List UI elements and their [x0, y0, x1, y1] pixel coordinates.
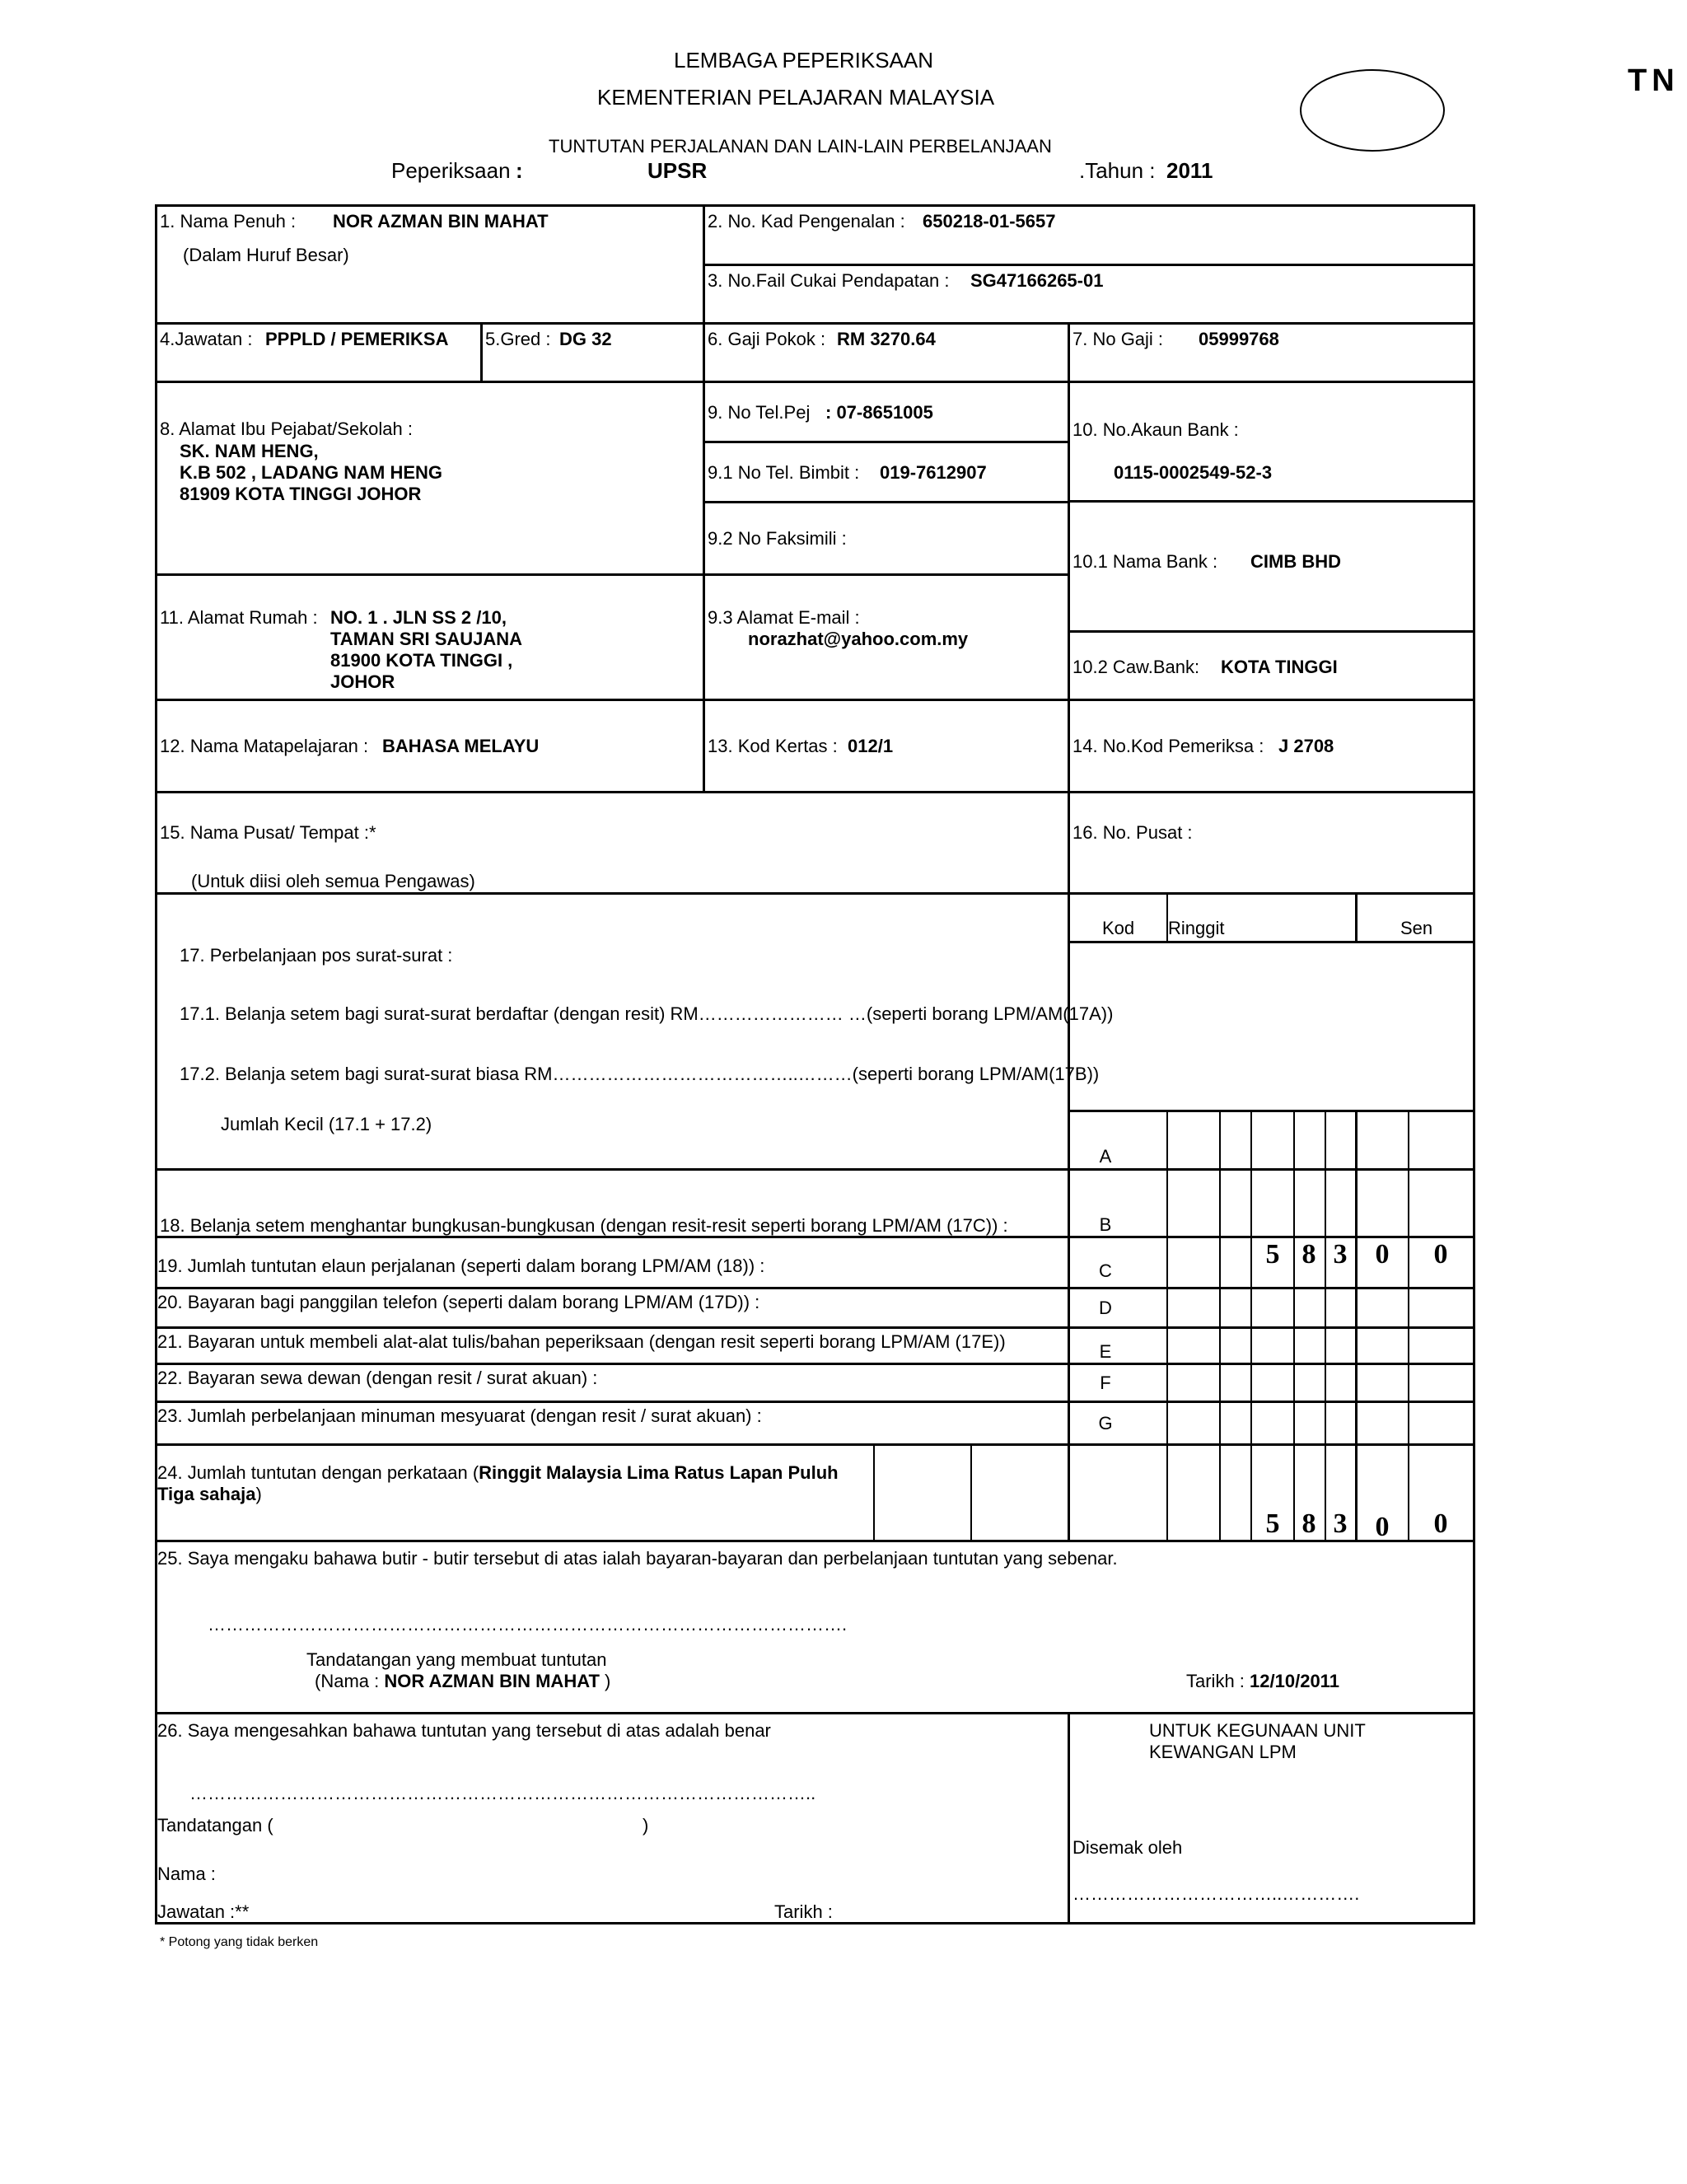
position-value: PPPLD / PEMERIKSA	[265, 329, 449, 349]
bank-name-value: CIMB BHD	[1250, 551, 1341, 572]
field-9-3-label: 9.3 Alamat E-mail :	[708, 607, 860, 628]
grade-value: DG 32	[559, 329, 612, 349]
bank-account-value: 0115-0002549-52-3	[1114, 462, 1273, 483]
footnote: * Potong yang tidak berken	[160, 1935, 319, 1949]
home-address-line2: TAMAN SRI SAUJANA	[330, 629, 523, 649]
declaration-name: (Nama : NOR AZMAN BIN MAHAT )	[315, 1671, 611, 1691]
field-4-label: 4.Jawatan :	[160, 329, 253, 349]
checked-by-label: Disemak oleh	[1072, 1837, 1183, 1858]
item-21-label: 21. Bayaran untuk membeli alat-alat tulis/bahan peperiksaan (dengan resit seperti borang LPM/AM (17E))	[157, 1331, 1006, 1352]
item-17-1-label: 17.1. Belanja setem bagi surat-surat berdaftar (dengan resit) RM…………………… …(seperti borang LPM/AM(17A))	[180, 1003, 1114, 1024]
field-3-label: 3. No.Fail Cukai Pendapatan :	[708, 270, 950, 291]
year-label: .Tahun :	[1079, 158, 1156, 183]
code-c: C	[1099, 1260, 1112, 1281]
code-f: F	[1100, 1373, 1111, 1393]
header-line2: KEMENTERIAN PELAJARAN MALAYSIA	[597, 85, 995, 110]
verification-position-label: Jawatan :**	[157, 1901, 250, 1922]
home-address-line4: JOHOR	[330, 671, 395, 692]
field-14-label: 14. No.Kod Pemeriksa :	[1072, 736, 1264, 756]
code-e: E	[1099, 1341, 1112, 1362]
code-a: A	[1099, 1146, 1112, 1167]
item-24-label-cont: Tiga sahaja)	[157, 1484, 262, 1504]
code-g: G	[1098, 1413, 1113, 1433]
field-2-label: 2. No. Kad Pengenalan :	[708, 211, 905, 231]
field-13-label: 13. Kod Kertas :	[708, 736, 838, 756]
finance-unit-line2: KEWANGAN LPM	[1149, 1742, 1297, 1762]
field-1-note: (Dalam Huruf Besar)	[183, 245, 349, 265]
item-19-label: 19. Jumlah tuntutan elaun perjalanan (seperti dalam borang LPM/AM (18)) :	[157, 1256, 765, 1276]
field-9-label: 9. No Tel.Pej	[708, 402, 811, 423]
row19-digit-2: 8	[1301, 1239, 1316, 1270]
total-digit-4: 0	[1375, 1512, 1390, 1542]
total-digit-5: 0	[1433, 1508, 1448, 1539]
field-1-label: 1. Nama Penuh :	[160, 211, 297, 231]
field-6-label: 6. Gaji Pokok :	[708, 329, 826, 349]
office-address-line2: K.B 502 , LADANG NAM HENG	[180, 462, 443, 483]
row19-digit-5: 0	[1433, 1239, 1448, 1270]
corner-code: TN	[1628, 63, 1680, 98]
field-15-note: (Untuk diisi oleh semua Pengawas)	[191, 871, 475, 891]
header-line1: LEMBAGA PEPERIKSAAN	[674, 48, 934, 72]
verification-name-label: Nama :	[157, 1864, 216, 1884]
row19-digit-3: 3	[1333, 1239, 1348, 1270]
item-23-label: 23. Jumlah perbelanjaan minuman mesyuarat (dengan resit / surat akuan) :	[157, 1405, 762, 1426]
total-digit-3: 3	[1333, 1508, 1348, 1539]
examiner-code-value: J 2708	[1278, 736, 1334, 756]
field-11-label: 11. Alamat Rumah :	[160, 607, 318, 628]
item-17-2-label: 17.2. Belanja setem bagi surat-surat biasa RM…………………………………..………(seperti borang LPM/AM(17B))	[180, 1064, 1100, 1084]
item-17-label: 17. Perbelanjaan pos surat-surat :	[180, 945, 453, 966]
year-value: 2011	[1166, 158, 1213, 183]
finance-unit-line1: UNTUK KEGUNAAN UNIT	[1149, 1720, 1366, 1741]
field-5-label: 5.Gred :	[485, 329, 551, 349]
field-8-label: 8. Alamat Ibu Pejabat/Sekolah :	[160, 419, 413, 439]
ic-number-value: 650218-01-5657	[923, 211, 1056, 231]
office-address-line1: SK. NAM HENG,	[180, 441, 319, 461]
field-10-2-label: 10.2 Caw.Bank:	[1072, 657, 1200, 677]
total-digit-2: 8	[1301, 1508, 1316, 1539]
item-20-label: 20. Bayaran bagi panggilan telefon (seperti dalam borang LPM/AM (17D)) :	[157, 1292, 760, 1312]
subject-value: BAHASA MELAYU	[382, 736, 540, 756]
declaration-signature-line: …………………………………………………………………………………………….	[208, 1614, 848, 1634]
item-17-subtotal-label: Jumlah Kecil (17.1 + 17.2)	[221, 1114, 432, 1134]
full-name-value: NOR AZMAN BIN MAHAT	[333, 211, 549, 231]
home-address-line1: NO. 1 . JLN SS 2 /10,	[330, 607, 507, 628]
declaration-signature-label: Tandatangan yang membuat tuntutan	[306, 1649, 607, 1670]
declaration-date: Tarikh : 12/10/2011	[1186, 1671, 1339, 1691]
field-9-2-label: 9.2 No Faksimili :	[708, 528, 847, 549]
exam-value: UPSR	[647, 158, 708, 183]
salary-number-value: 05999768	[1199, 329, 1279, 349]
field-9-1-label: 9.1 No Tel. Bimbit :	[708, 462, 860, 483]
col-header-sen: Sen	[1400, 918, 1433, 938]
verification-sign-open: Tandatangan (	[157, 1815, 273, 1836]
exam-colon: :	[516, 158, 523, 183]
verification-signature-line: …………………………………………………………………………………………..	[189, 1783, 816, 1803]
col-header-ringgit: Ringgit	[1168, 918, 1225, 938]
item-24-label: 24. Jumlah tuntutan dengan perkataan (Ringgit Malaysia Lima Ratus Lapan Puluh	[157, 1462, 839, 1483]
office-address-line3: 81909 KOTA TINGGI JOHOR	[180, 484, 422, 504]
field-10-label: 10. No.Akaun Bank :	[1072, 419, 1239, 440]
field-7-label: 7. No Gaji :	[1072, 329, 1164, 349]
header-line3: TUNTUTAN PERJALANAN DAN LAIN-LAIN PERBELANJAAN	[549, 136, 1052, 157]
checked-by-line: ……………………………..………….	[1072, 1883, 1360, 1904]
paper-code-value: 012/1	[848, 736, 894, 756]
item-18-label: 18. Belanja setem menghantar bungkusan-bungkusan (dengan resit-resit seperti borang LPM/AM (17C)) :	[160, 1215, 1008, 1236]
row19-digit-1: 5	[1265, 1239, 1280, 1270]
item-22-label: 22. Bayaran sewa dewan (dengan resit / surat akuan) :	[157, 1368, 598, 1388]
code-b: B	[1099, 1214, 1112, 1235]
stamp-oval	[1300, 69, 1445, 152]
col-header-kod: Kod	[1102, 918, 1135, 938]
home-address-line3: 81900 KOTA TINGGI ,	[330, 650, 513, 671]
verification-date-label: Tarikh :	[774, 1901, 833, 1922]
bank-branch-value: KOTA TINGGI	[1221, 657, 1338, 677]
declaration-25-text: 25. Saya mengaku bahawa butir - butir tersebut di atas ialah bayaran-bayaran dan perbelanjaan tuntutan yang sebenar.	[157, 1548, 1118, 1569]
verification-26-text: 26. Saya mengesahkan bahawa tuntutan yang tersebut di atas adalah benar	[157, 1720, 771, 1741]
tax-file-value: SG47166265-01	[970, 270, 1104, 291]
field-15-label: 15. Nama Pusat/ Tempat :*	[160, 822, 376, 843]
total-digit-1: 5	[1265, 1508, 1280, 1539]
row19-digit-4: 0	[1375, 1239, 1390, 1270]
email-value: norazhat@yahoo.com.my	[748, 629, 969, 649]
exam-label: Peperiksaan	[391, 158, 511, 183]
field-12-label: 12. Nama Matapelajaran :	[160, 736, 369, 756]
code-d: D	[1099, 1298, 1112, 1318]
field-10-1-label: 10.1 Nama Bank :	[1072, 551, 1218, 572]
field-16-label: 16. No. Pusat :	[1072, 822, 1193, 843]
office-phone-value: : 07-8651005	[825, 402, 933, 423]
mobile-phone-value: 019-7612907	[880, 462, 987, 483]
verification-sign-close: )	[643, 1815, 649, 1836]
basic-salary-value: RM 3270.64	[837, 329, 936, 349]
